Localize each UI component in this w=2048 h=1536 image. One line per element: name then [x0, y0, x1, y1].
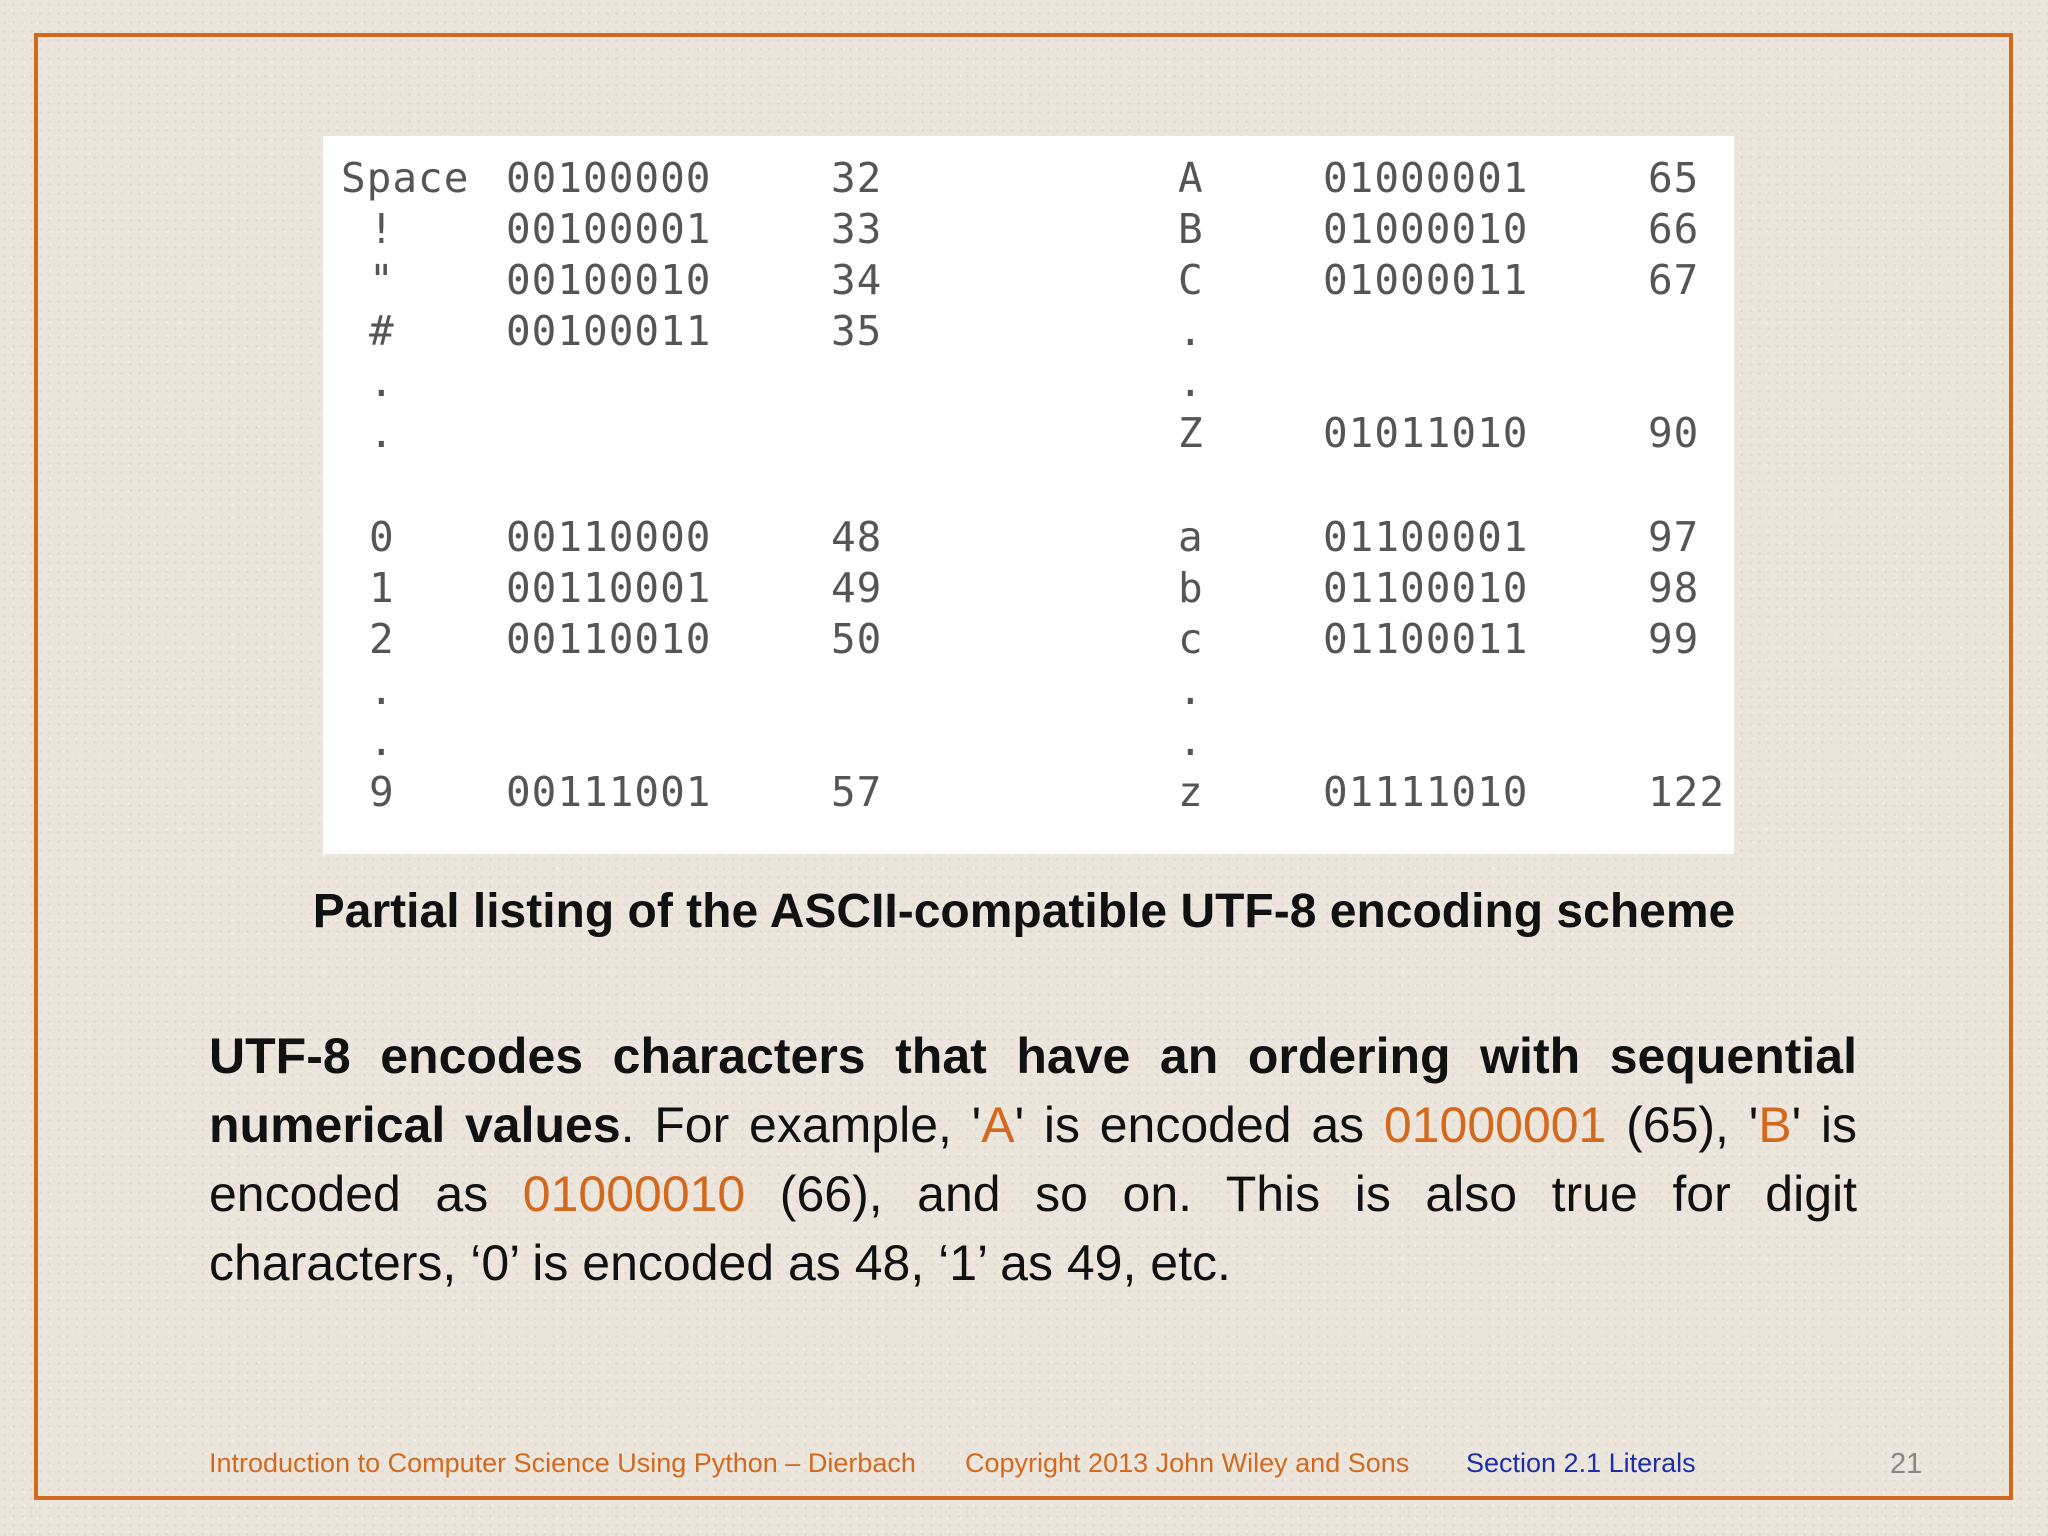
table-binary-right: 01011010: [1323, 409, 1529, 457]
table-char-right: z: [1178, 768, 1204, 816]
table-char-right: c: [1178, 615, 1204, 663]
table-char-left: ": [369, 256, 395, 304]
table-caption: Partial listing of the ASCII-compatible UTF-8 encoding scheme: [312, 885, 1736, 938]
code-a-highlight: 01000001: [1383, 1097, 1607, 1153]
code-b-highlight: 01000010: [522, 1166, 746, 1222]
table-binary-right: 01111010: [1323, 768, 1529, 816]
table-char-left: 0: [369, 513, 395, 561]
table-decimal-left: 35: [831, 307, 883, 355]
table-binary-left: 00110000: [506, 513, 712, 561]
footer-book: Introduction to Computer Science Using Python – Dierbach: [209, 1448, 916, 1478]
body-bold-lead: UTF-8 encodes characters that have an ordering with sequential numerical values: [209, 1028, 1857, 1153]
table-char-right: B: [1178, 205, 1204, 253]
table-char-left: !: [369, 205, 395, 253]
page-number: 21: [1890, 1448, 1923, 1480]
table-char-left: .: [369, 666, 395, 714]
table-decimal-right: 99: [1648, 615, 1700, 663]
table-char-left: Space: [341, 154, 470, 202]
table-binary-left: 00100001: [506, 205, 712, 253]
table-char-left: .: [369, 717, 395, 765]
table-decimal-left: 49: [831, 564, 883, 612]
table-char-left: 2: [369, 615, 395, 663]
body-text-1: . For example, ': [620, 1097, 982, 1153]
table-decimal-left: 34: [831, 256, 883, 304]
table-decimal-right: 66: [1648, 205, 1700, 253]
table-binary-right: 01000001: [1323, 154, 1529, 202]
body-text-5: (66), and so on. This is also true for digit characters, ‘0’ is encoded as 48, ‘1’ as 49, etc.: [209, 1166, 1858, 1291]
table-char-right: a: [1178, 513, 1204, 561]
table-binary-right: 01000010: [1323, 205, 1529, 253]
table-char-right: Z: [1178, 409, 1204, 457]
table-decimal-right: 98: [1648, 564, 1700, 612]
table-decimal-left: 50: [831, 615, 883, 663]
char-b-highlight: B: [1758, 1097, 1792, 1153]
table-binary-right: 01000011: [1323, 256, 1529, 304]
body-text-2: ' is encoded as: [1014, 1097, 1384, 1153]
table-char-left: .: [369, 409, 395, 457]
table-decimal-left: 57: [831, 768, 883, 816]
footer-copyright: Copyright 2013 John Wiley and Sons: [965, 1448, 1410, 1478]
table-binary-right: 01100010: [1323, 564, 1529, 612]
table-char-left: 9: [369, 768, 395, 816]
encoding-table: [323, 136, 1734, 854]
table-binary-right: 01100011: [1323, 615, 1529, 663]
body-text-4: ' is encoded as: [209, 1097, 1858, 1222]
table-char-left: #: [369, 307, 395, 355]
table-char-right: .: [1178, 358, 1204, 406]
table-decimal-right: 97: [1648, 513, 1700, 561]
table-binary-left: 00110010: [506, 615, 712, 663]
table-binary-left: 00111001: [506, 768, 712, 816]
table-decimal-right: 67: [1648, 256, 1700, 304]
table-char-right: A: [1178, 154, 1204, 202]
table-char-left: .: [369, 358, 395, 406]
table-char-right: b: [1178, 564, 1204, 612]
table-binary-left: 00100000: [506, 154, 712, 202]
table-binary-left: 00100010: [506, 256, 712, 304]
body-paragraph: [209, 1022, 1857, 1298]
table-decimal-left: 48: [831, 513, 883, 561]
table-decimal-left: 32: [831, 154, 883, 202]
body-text-3: (65), ': [1606, 1097, 1759, 1153]
table-decimal-left: 33: [831, 205, 883, 253]
table-char-right: .: [1178, 717, 1204, 765]
table-char-right: .: [1178, 666, 1204, 714]
table-binary-left: 00110001: [506, 564, 712, 612]
table-decimal-right: 90: [1648, 409, 1700, 457]
table-char-right: C: [1178, 256, 1204, 304]
table-decimal-right: 122: [1648, 768, 1726, 816]
char-a-highlight: A: [981, 1097, 1015, 1153]
table-binary-left: 00100011: [506, 307, 712, 355]
table-binary-right: 01100001: [1323, 513, 1529, 561]
footer-section: Section 2.1 Literals: [1466, 1448, 1696, 1478]
table-char-left: 1: [369, 564, 395, 612]
table-char-right: .: [1178, 307, 1204, 355]
table-decimal-right: 65: [1648, 154, 1700, 202]
